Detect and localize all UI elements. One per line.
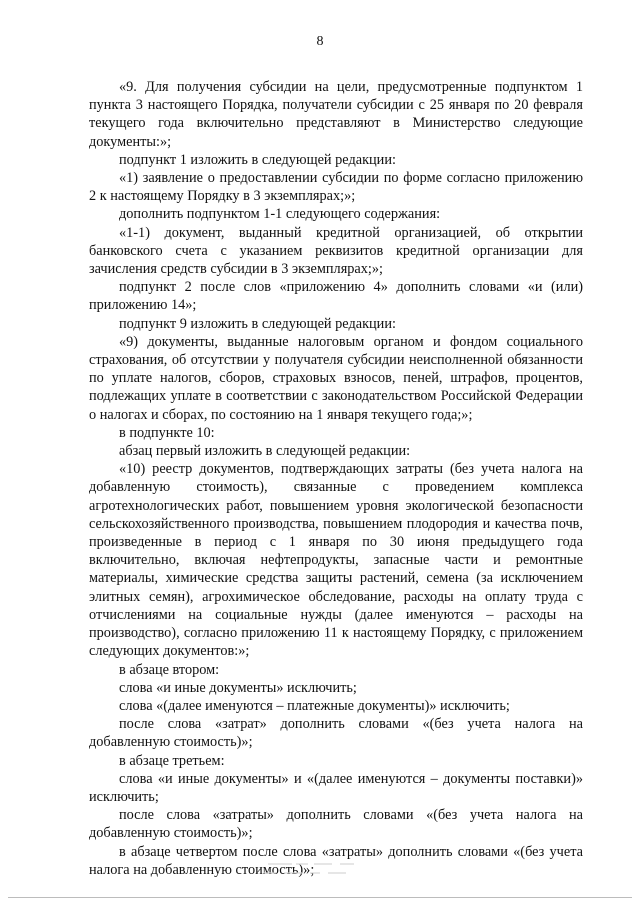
- paragraph-abzac-3-heading: в абзаце третьем:: [119, 752, 225, 769]
- page-number: 8: [316, 34, 324, 49]
- paragraph-subitem-1-1-heading: дополнить подпунктом 1-1 следующего содержания:: [119, 206, 441, 223]
- paragraph-abzac-3-line-1: слова «и иные документы» и «(далее именуются – документы поставки)» исключить;: [89, 770, 583, 805]
- paragraph-subitem-9-heading: подпункт 9 изложить в следующей редакции:: [119, 315, 396, 332]
- paragraph-item-9-intro: «9. Для получения субсидии на цели, предусмотренные подпунктом 1 пункта 3 настоящего Порядка, получатели субсидии с 25 января по 20 февраля текущего года включительно представляют в Министерство следующие документы:»;: [89, 79, 583, 150]
- paragraph-abzac-2-line-2: слова «(далее именуются – платежные документы)» исключить;: [119, 697, 510, 714]
- faint-stamp-mark: [262, 858, 362, 878]
- paragraph-subitem-1-1-text: «1-1) документ, выданный кредитной организацией, об открытии банковского счета с указанием реквизитов кредитной организации для зачисления средств субсидии в 3 экземплярах;»;: [89, 224, 583, 278]
- paragraph-abzac-3-line-2: после слова «затраты» дополнить словами «(без учета налога на добавленную стоимость)»;: [89, 807, 583, 842]
- paragraph-subitem-9-text: «9) документы, выданные налоговым органом и фондом социального страхования, об отсутствии у получателя субсидии неисполненной обязанности по уплате налогов, сборов, страховых взносов, пеней, штрафов, процентов, подлежащих уплате в соответствии с законодательством Российской Федерации о налогах и сборах, по состоянию на 1 января текущего года;»;: [89, 333, 583, 423]
- paragraph-subitem-10-heading: в подпункте 10:: [119, 424, 215, 441]
- document-body: [89, 78, 583, 879]
- paragraph-subitem-2: подпункт 2 после слов «приложению 4» дополнить словами «и (или) приложению 14»;: [89, 279, 583, 314]
- paragraph-abzac-2-line-1: слова «и иные документы» исключить;: [119, 679, 357, 696]
- footer-divider: [8, 897, 632, 898]
- paragraph-abzac-2-line-3: после слова «затрат» дополнить словами «(без учета налога на добавленную стоимость)»;: [89, 716, 583, 751]
- paragraph-abzac-2-heading: в абзаце втором:: [119, 661, 220, 678]
- paragraph-abzac-4: в абзаце четвертом после слова «затраты» дополнить словами «(без учета налога на добавленную стоимость)»;: [89, 843, 583, 878]
- paragraph-subitem-1-heading: подпункт 1 изложить в следующей редакции:: [119, 151, 396, 168]
- paragraph-abzac-1-heading: абзац первый изложить в следующей редакции:: [119, 443, 411, 460]
- paragraph-subitem-1-text: «1) заявление о предоставлении субсидии по форме согласно приложению 2 к настоящему Порядку в 3 экземплярах;»;: [89, 170, 583, 205]
- paragraph-subitem-10-text: «10) реестр документов, подтверждающих затраты (без учета налога на добавленную стоимость), связанные с проведением комплекса агротехнологических работ, повышением уровня экологической безопасности сельскохозяйственного производства, повышением плодородия и качества почв, произведенные в период с 1 января по 30 июня предыдущего года включительно, включая нефтепродукты, запасные части и ремонтные материалы, химические средства защиты растений, семена (за исключением элитных семян), агрохимическое обследование, расходы на оплату труда с отчислениями на социальные нужды (далее именуются – расходы на производство), согласно приложению 11 к настоящему Порядку, с приложением следующих документов:»;: [89, 461, 583, 660]
